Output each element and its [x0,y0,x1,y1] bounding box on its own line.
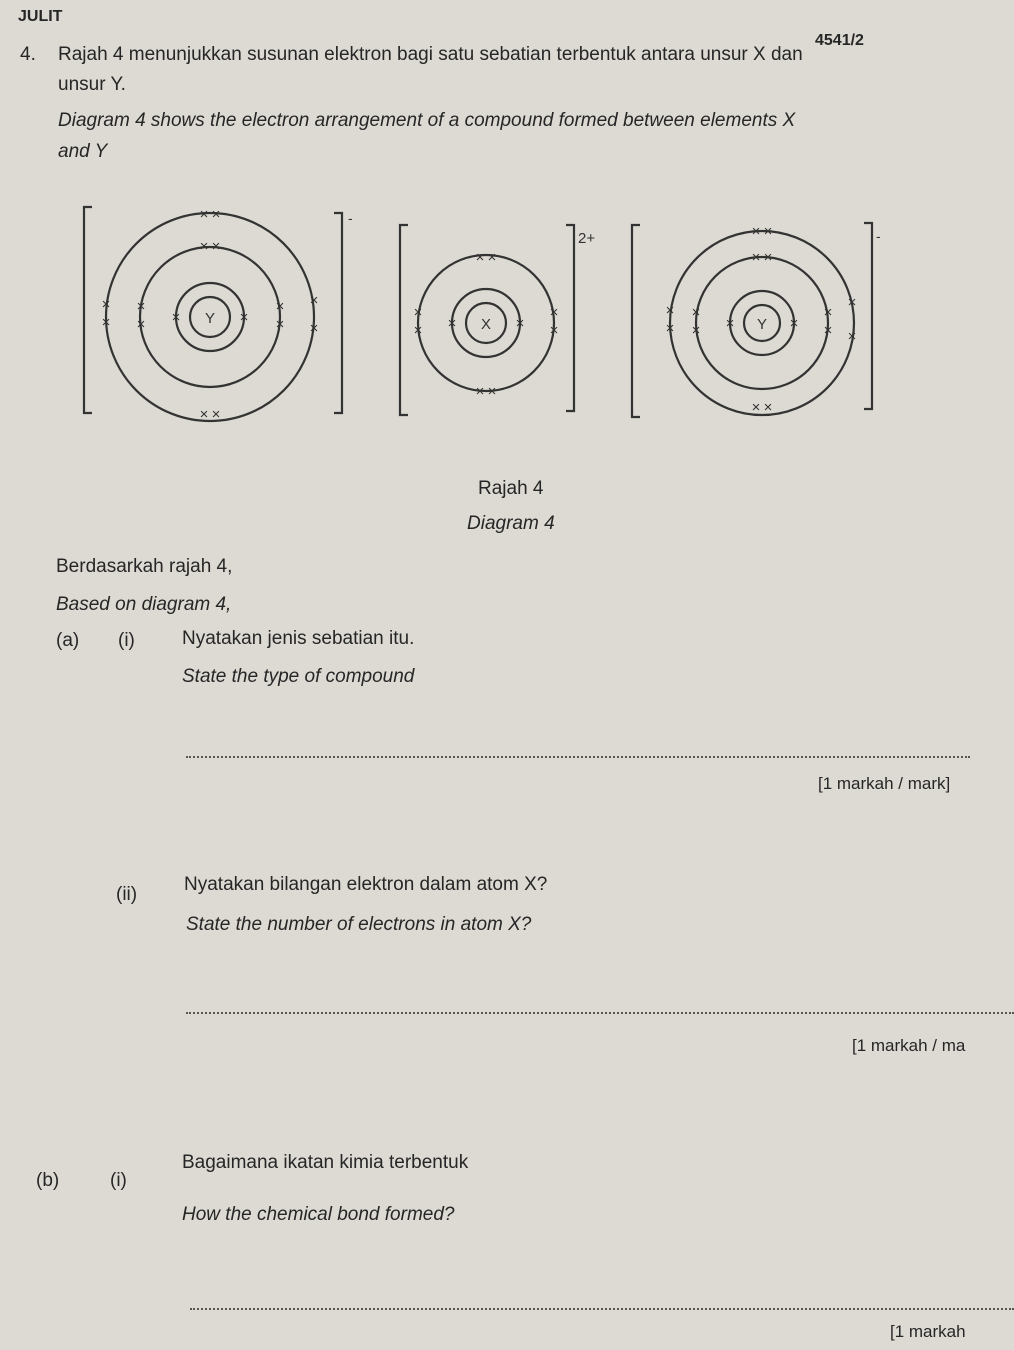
intro-english-line1: Diagram 4 shows the electron arrangement of a compound formed between elements X [58,110,796,131]
ion-charge-y-right: - [876,228,881,244]
electron: × [475,383,485,400]
electron: × [487,249,497,266]
ion-charge-x: 2+ [578,230,596,247]
electron: × [447,315,457,332]
electron: × [309,292,319,309]
electron: × [691,322,701,339]
intro-english-line2: and Y [58,141,108,162]
question-b-i-malay: Bagaimana ikatan kimia terbentuk [182,1152,469,1173]
y-nucleus-right: Y [756,316,768,333]
question-number: 4. [20,44,36,65]
electron: × [199,238,209,255]
marks-a-ii: [1 markah / ma [852,1036,966,1055]
electron: × [413,322,423,339]
based-on-malay: Berdasarkah rajah 4, [56,556,233,577]
question-a-ii-malay: Nyatakan bilangan elektron dalam atom X? [184,874,548,895]
electron: × [763,399,773,416]
electron: × [789,315,799,332]
marks-b-i: [1 markah [890,1322,966,1341]
electron: × [751,399,761,416]
question-b-i-english: How the chemical bond formed? [182,1204,455,1225]
electron: × [751,223,761,240]
y-nucleus-left: Y [204,310,216,327]
electron: × [199,206,209,223]
part-a-ii-label: (ii) [116,884,138,905]
diagram-caption-english: Diagram 4 [467,513,555,534]
electron: × [309,320,319,337]
part-a-label: (a) [56,630,80,651]
x-nucleus: X [480,316,492,333]
based-on-english: Based on diagram 4, [56,594,232,615]
electron: × [847,294,857,311]
electron: × [763,223,773,240]
part-a-i-label: (i) [118,630,135,651]
electron: × [515,315,525,332]
page-header-left: JULIT [18,8,63,25]
electron: × [549,304,559,321]
answer-line-a-i[interactable] [186,756,970,758]
intro-malay-line1: Rajah 4 menunjukkan susunan elektron bagi satu sebatian terbentuk antara unsur X dan [58,44,803,65]
ion-charge-y-left: - [348,210,353,226]
electron: × [275,316,285,333]
electron: × [136,298,146,315]
electron: × [211,206,221,223]
question-a-ii-english: State the number of electrons in atom X? [186,914,532,935]
electron: × [475,249,485,266]
electron: × [171,309,181,326]
part-b-i-label: (i) [110,1170,127,1191]
electron: × [211,238,221,255]
electron: × [725,315,735,332]
electron: × [665,320,675,337]
electron: × [275,298,285,315]
electron: × [239,309,249,326]
electron: × [665,302,675,319]
question-a-i-english: State the type of compound [182,666,415,687]
electron: × [101,296,111,313]
paper-code: 4541/2 [815,32,864,49]
intro-malay-line2: unsur Y. [58,74,126,95]
electron: × [823,322,833,339]
answer-line-b-i[interactable] [190,1308,1014,1310]
electron: × [691,304,701,321]
answer-line-a-ii[interactable] [186,1012,1014,1014]
electron-arrangement-diagram [0,195,1014,425]
electron: × [211,406,221,423]
electron: × [847,328,857,345]
electron: × [101,314,111,331]
electron: × [136,316,146,333]
part-b-label: (b) [36,1170,60,1191]
electron: × [413,304,423,321]
diagram-caption-malay: Rajah 4 [478,478,544,499]
electron: × [763,249,773,266]
electron: × [199,406,209,423]
electron: × [823,304,833,321]
electron: × [487,383,497,400]
marks-a-i: [1 markah / mark] [818,774,951,793]
question-a-i-malay: Nyatakan jenis sebatian itu. [182,628,415,649]
electron: × [751,249,761,266]
electron: × [549,322,559,339]
